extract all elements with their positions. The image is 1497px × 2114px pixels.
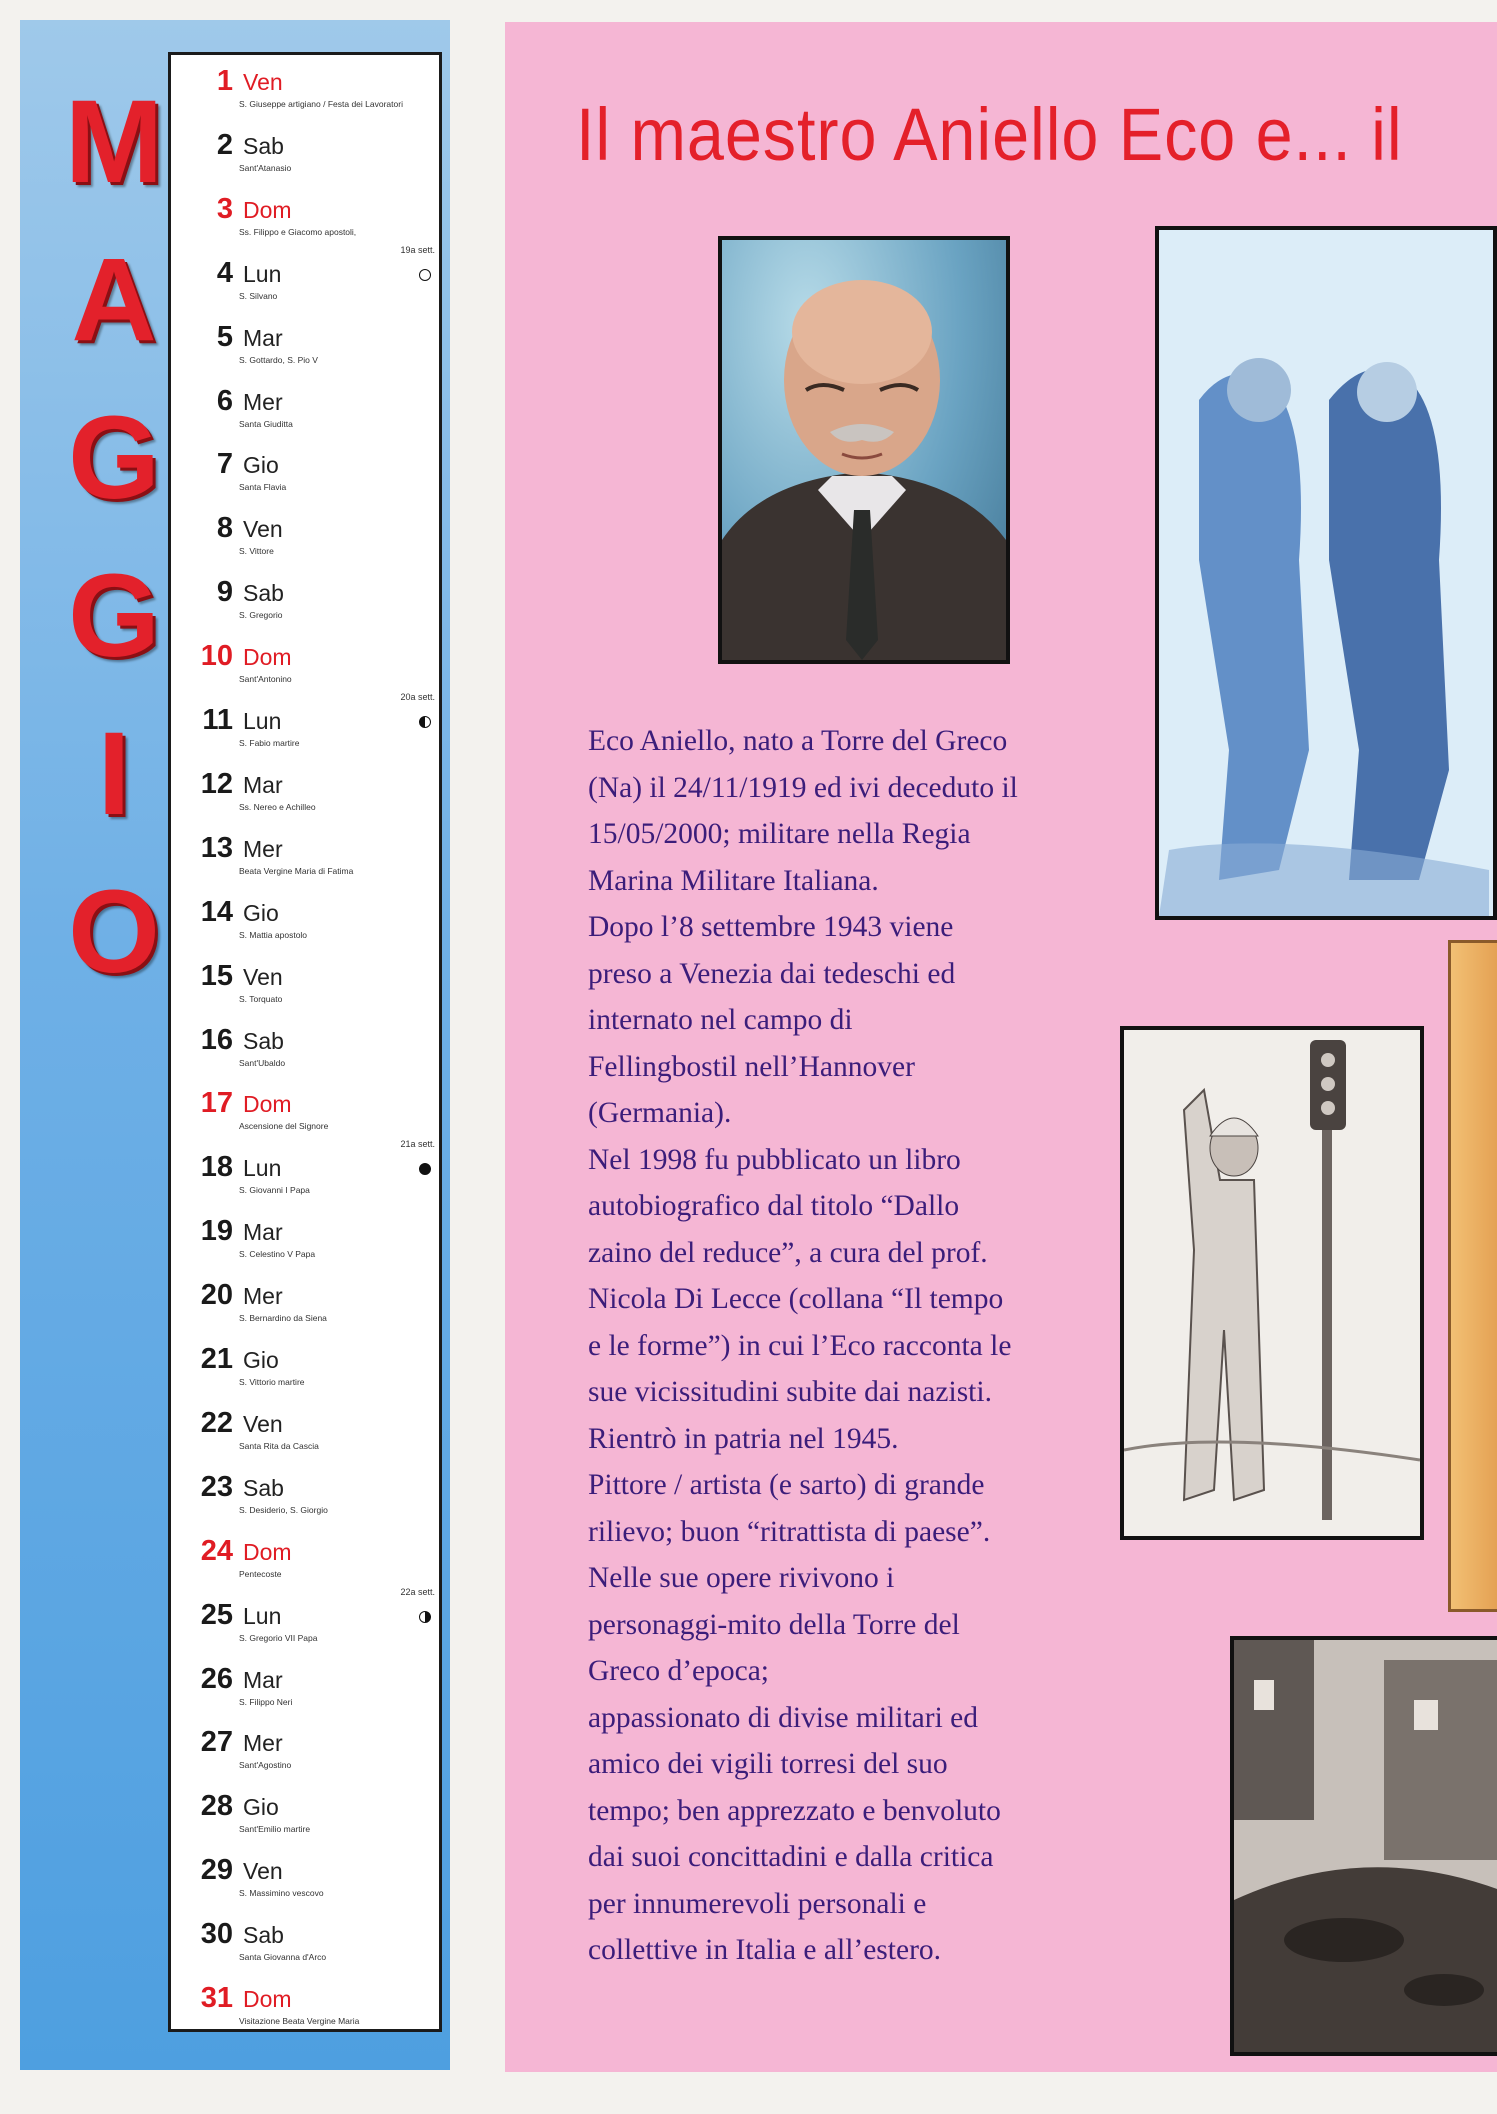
day-number: 30 — [200, 1918, 233, 1951]
saint-of-day: S. Giuseppe artigiano / Festa dei Lavoratori — [239, 99, 403, 109]
month-letter: I — [97, 708, 131, 840]
day-number: 6 — [216, 384, 233, 417]
illustration-soldiers — [1155, 226, 1497, 920]
day-name: Mar — [243, 1666, 283, 1693]
day-name: Gio — [243, 1347, 279, 1373]
calendar-day-row — [171, 1339, 439, 1403]
day-name: Mer — [243, 1283, 283, 1310]
day-name: Sab — [243, 132, 284, 159]
calendar-day-row — [171, 1531, 439, 1595]
day-number: 18 — [200, 1151, 233, 1184]
day-number: 22 — [200, 1406, 233, 1439]
calendar-day-row — [171, 1722, 439, 1786]
month-letter: G — [68, 392, 160, 524]
day-name: Mar — [243, 771, 283, 798]
day-name: Gio — [243, 899, 279, 926]
day-number: 4 — [216, 256, 233, 289]
day-name: Gio — [243, 1794, 279, 1821]
calendar-day-row — [171, 317, 439, 381]
day-number: 23 — [200, 1470, 233, 1503]
illustration-orange — [1448, 940, 1497, 1612]
article-line: Greco d’epoca; — [588, 1655, 769, 1687]
article-line: rilievo; buon “ritrattista di paese”. — [588, 1515, 991, 1548]
calendar-day-row — [171, 508, 439, 572]
saint-of-day: Sant'Atanasio — [239, 162, 292, 173]
week-number: 21a sett. — [400, 1139, 435, 1150]
calendar-day-row — [171, 1914, 439, 1978]
day-name: Sab — [243, 1027, 284, 1054]
month-letter: G — [68, 550, 160, 682]
saint-of-day: S. Giovanni I Papa — [239, 1185, 310, 1196]
calendar-day-row — [171, 1083, 439, 1150]
article-line: sue vicissitudini subite dai nazisti. — [588, 1376, 992, 1408]
saint-of-day: S. Fabio martire — [239, 738, 300, 748]
calendar-day-row — [171, 1850, 439, 1914]
day-name: Sab — [243, 1922, 284, 1949]
calendar-day-row — [171, 189, 439, 253]
day-name: Mer — [243, 1730, 283, 1757]
saint-of-day: S. Gregorio — [239, 610, 283, 621]
day-name: Dom — [243, 1986, 292, 2012]
day-number: 10 — [200, 640, 233, 673]
saint-of-day: S. Silvano — [239, 290, 278, 301]
article-line: zaino del reduce”, a cura del prof. — [588, 1236, 988, 1269]
calendar-day-row — [171, 1786, 439, 1850]
day-number: 25 — [200, 1598, 233, 1631]
day-name: Sab — [243, 580, 284, 607]
day-name: Lun — [243, 1602, 282, 1629]
day-name: Dom — [243, 196, 292, 223]
calendar-day-row — [171, 892, 439, 956]
illustration-traffic-officer — [1120, 1026, 1424, 1540]
saint-of-day: Pentecoste — [239, 1568, 282, 1579]
article-line: e le forme”) in cui l’Eco racconta le — [588, 1329, 1012, 1362]
day-name: Lun — [243, 1155, 282, 1182]
article-line: Dopo l’8 settembre 1943 viene — [588, 911, 954, 943]
saint-of-day: S. Vittorio martire — [239, 1377, 305, 1387]
day-number: 24 — [200, 1534, 233, 1567]
article-line: Nel 1998 fu pubblicato un libro — [588, 1143, 961, 1176]
article-line: per innumerevoli personali e — [588, 1887, 927, 1920]
saint-of-day: Ss. Nereo e Achilleo — [239, 801, 316, 812]
moon-phase-icon — [419, 716, 431, 728]
calendar-day-row — [171, 244, 439, 317]
article-line: 15/05/2000; militare nella Regia — [588, 818, 971, 850]
day-name: Ven — [243, 69, 283, 95]
day-name: Gio — [243, 452, 279, 479]
saint-of-day: Sant'Agostino — [239, 1760, 292, 1771]
day-number: 17 — [200, 1087, 233, 1120]
article-line: tempo; ben apprezzato e benvoluto — [588, 1794, 1001, 1827]
day-number: 9 — [216, 576, 233, 609]
saint-of-day: S. Vittore — [239, 546, 274, 557]
calendar-day-row — [171, 1586, 439, 1659]
calendar-day-row — [171, 956, 439, 1020]
day-number: 8 — [216, 512, 233, 545]
day-number: 21 — [200, 1343, 233, 1375]
saint-of-day: Ascensione del Signore — [239, 1121, 329, 1132]
saint-of-day: S. Celestino V Papa — [239, 1249, 316, 1260]
article-line: Pittore / artista (e sarto) di grande — [588, 1469, 985, 1501]
day-name: Mer — [243, 388, 283, 415]
calendar-day-row — [171, 572, 439, 636]
article-line: preso a Venezia dai tedeschi ed — [588, 957, 956, 990]
month-letter: M — [64, 76, 164, 208]
day-name: Mar — [243, 1219, 283, 1246]
day-number: 3 — [216, 192, 233, 225]
week-number: 22a sett. — [400, 1586, 435, 1597]
calendar-day-row — [171, 692, 439, 764]
day-number: 1 — [216, 65, 233, 97]
calendar-day-row — [171, 61, 439, 125]
day-name: Mer — [243, 835, 283, 862]
day-name: Lun — [243, 708, 282, 734]
article-line: Eco Aniello, nato a Torre del Greco — [588, 725, 1008, 757]
saint-of-day: Beata Vergine Maria di Fatima — [239, 865, 354, 876]
day-number: 19 — [200, 1215, 233, 1248]
day-number: 26 — [200, 1662, 233, 1695]
article-line: Marina Militare Italiana. — [588, 864, 879, 897]
calendar-day-row — [171, 1275, 439, 1339]
day-number: 13 — [200, 831, 233, 864]
moon-phase-icon — [419, 269, 431, 281]
calendar-day-row — [171, 1659, 439, 1723]
saint-of-day: S. Filippo Neri — [239, 1696, 293, 1707]
saint-of-day: S. Gottardo, S. Pio V — [239, 354, 318, 365]
calendar-day-row — [171, 381, 439, 445]
calendar-day-row — [171, 1403, 439, 1467]
day-number: 27 — [200, 1726, 233, 1759]
calendar-day-row — [171, 828, 439, 892]
article-line: (Na) il 24/11/1919 ed ivi deceduto il — [588, 771, 1018, 804]
week-number: 20a sett. — [400, 692, 435, 702]
month-letter: A — [71, 234, 157, 366]
article-line: internato nel campo di — [588, 1004, 853, 1036]
calendar-day-row — [171, 125, 439, 189]
day-number: 15 — [200, 959, 233, 992]
saint-of-day: Santa Giuditta — [239, 418, 293, 429]
day-name: Ven — [243, 963, 283, 990]
month-letter: O — [68, 866, 160, 998]
moon-phase-icon — [419, 1611, 431, 1623]
day-name: Dom — [243, 644, 292, 671]
month-title — [54, 76, 174, 1922]
article-line: amico dei vigili torresi del suo — [588, 1748, 948, 1780]
day-name: Mar — [243, 324, 283, 351]
day-name: Lun — [243, 260, 282, 287]
article-body — [588, 718, 1128, 1974]
saint-of-day: Sant'Antonino — [239, 674, 292, 685]
day-name: Sab — [243, 1474, 284, 1501]
day-number: 7 — [216, 448, 233, 481]
page-title: Il maestro Aniello Eco e... il — [576, 93, 1403, 176]
article-line: appassionato di divise militari ed — [588, 1701, 978, 1734]
article-line: personaggi-mito della Torre del — [588, 1608, 960, 1641]
saint-of-day: S. Mattia apostolo — [239, 929, 308, 940]
article-line: dai suoi concittadini e dalla critica — [588, 1841, 994, 1873]
day-number: 20 — [200, 1279, 233, 1312]
illustration-street-scene — [1230, 1636, 1497, 2056]
day-number: 28 — [200, 1790, 233, 1823]
day-name: Dom — [243, 1538, 292, 1565]
day-number: 2 — [216, 128, 233, 161]
day-number: 16 — [200, 1023, 233, 1056]
day-number: 5 — [216, 320, 233, 353]
calendar-day-row — [171, 1211, 439, 1275]
day-number: 12 — [200, 767, 233, 800]
article-line: Nicola Di Lecce (collana “Il tempo — [588, 1283, 1004, 1315]
calendar-day-row — [171, 1139, 439, 1211]
day-number: 14 — [200, 895, 233, 928]
saint-of-day: S. Gregorio VII Papa — [239, 1632, 318, 1643]
day-number: 29 — [200, 1854, 233, 1887]
day-name: Dom — [243, 1091, 292, 1118]
saint-of-day: S. Desiderio, S. Giorgio — [239, 1504, 328, 1515]
article-line: Fellingbostil nell’Hannover — [588, 1050, 915, 1083]
article-line: (Germania). — [588, 1097, 732, 1129]
calendar-day-row — [171, 1020, 439, 1084]
day-name: Ven — [243, 1858, 283, 1885]
saint-of-day: S. Massimino vescovo — [239, 1888, 324, 1899]
day-name: Ven — [243, 1410, 283, 1437]
calendar-day-row — [171, 444, 439, 508]
saint-of-day: Ss. Filippo e Giacomo apostoli, — [239, 226, 357, 237]
article-line: autobiografico dal titolo “Dallo — [588, 1190, 960, 1222]
saint-of-day: Sant'Ubaldo — [239, 1057, 286, 1068]
saint-of-day: Santa Flavia — [239, 482, 287, 493]
day-name: Ven — [243, 516, 283, 543]
moon-phase-icon — [419, 1163, 431, 1175]
week-number: 19a sett. — [400, 244, 435, 255]
day-number: 31 — [200, 1982, 233, 2014]
saint-of-day: Santa Rita da Cascia — [239, 1440, 319, 1451]
calendar-day-row — [171, 1978, 439, 2042]
saint-of-day: S. Torquato — [239, 993, 283, 1004]
saint-of-day: Visitazione Beata Vergine Maria — [239, 2016, 360, 2026]
calendar-day-row — [171, 764, 439, 828]
article-line: collettive in Italia e all’estero. — [588, 1934, 942, 1966]
article-line: Rientrò in patria nel 1945. — [588, 1422, 899, 1455]
day-number: 11 — [202, 704, 233, 736]
saint-of-day: Sant'Emilio martire — [239, 1824, 311, 1835]
day-list — [168, 52, 442, 2032]
saint-of-day: Santa Giovanna d'Arco — [239, 1952, 327, 1963]
calendar-day-row — [171, 1467, 439, 1531]
article-line: Nelle sue opere rivivono i — [588, 1562, 895, 1594]
saint-of-day: S. Bernardino da Siena — [239, 1313, 327, 1324]
portrait-photo — [718, 236, 1010, 664]
calendar-day-row — [171, 636, 439, 700]
